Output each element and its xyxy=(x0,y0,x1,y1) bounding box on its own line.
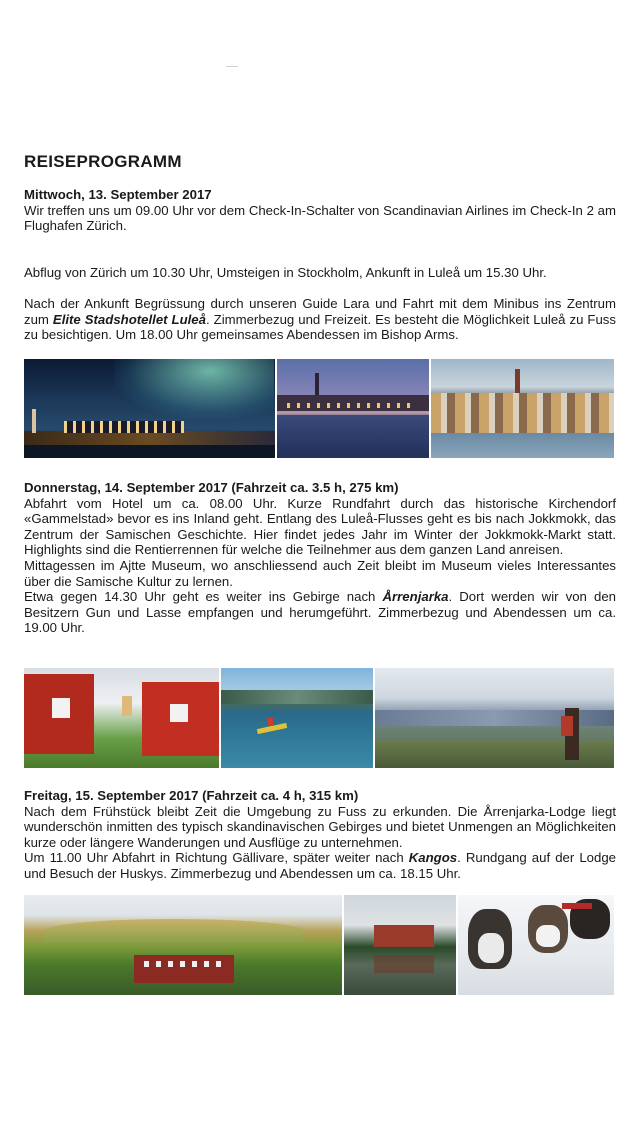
text-segment: Nach der Ankunft Begrüssung durch unseren Guide Lara und Fahrt mit dem Minibus ins Zentrum zum xyxy=(24,296,616,327)
hotel-name: Elite Stadshotellet Luleå xyxy=(52,311,206,327)
day-paragraph xyxy=(24,296,616,343)
day-thursday xyxy=(24,480,616,636)
photo-kayak-lake xyxy=(221,668,373,768)
page-heading: REISEPROGRAMM xyxy=(24,152,182,171)
text-segment: . Zimmerbezug und Freizeit. Es besteht die Möglichkeit Luleå zu Fuss zu besichtigen. Um 18.00 Uhr gemeinsames Abendessen im Bishop Arms. xyxy=(24,311,616,343)
photo-lodge-fell xyxy=(24,895,342,995)
photo-red-cottages xyxy=(24,668,219,768)
day-title: Donnerstag, 14. September 2017 (Fahrzeit ca. 3.5 h, 275 km) xyxy=(24,480,399,495)
day-wednesday xyxy=(24,187,616,343)
day-paragraph: Mittagessen im Ajtte Museum, wo anschliessend auch Zeit bleibt im Museum vieles Interessantes über die Samische Kultur zu lernen. xyxy=(24,557,616,589)
day-title: Mittwoch, 13. September 2017 xyxy=(24,187,212,202)
text-segment: . Dort werden wir von den Besitzern Gun und Lasse empfangen und herumgeführt. Zimmerbezug und Abendessen um ca. 19.00 Uhr. xyxy=(24,589,616,636)
top-mark xyxy=(226,66,238,67)
photo-hiker-mountains xyxy=(375,668,614,768)
photo-aurora-skyline xyxy=(24,359,275,458)
day-paragraph: Abfahrt vom Hotel um ca. 08.00 Uhr. Kurze Rundfahrt durch das historische Kirchendorf «Gammelstad» bevor es ins Inland geht. Entlang des Luleå-Flusses geht es bis nach Jokkmokk, das Zentrum der Samischen Geschichte. Hier findet jedes Jahr im Winter der Jokkmokk-Markt statt. Highlights sind die Rentierrennen für welche die Teilnehmer aus dem ganzen Land anreisen. xyxy=(24,495,616,558)
day-title: Freitag, 15. September 2017 (Fahrzeit ca. 4 h, 315 km) xyxy=(24,788,359,803)
photo-strip-kangos xyxy=(24,895,614,995)
photo-huskies xyxy=(458,895,614,995)
photo-lodge-reflection xyxy=(344,895,456,995)
day-paragraph: Abflug von Zürich um 10.30 Uhr, Umsteigen in Stockholm, Ankunft in Luleå um 15.30 Uhr. xyxy=(24,264,547,280)
photo-strip-lulea xyxy=(24,359,614,458)
day-paragraph: Nach dem Frühstück bleibt Zeit die Umgebung zu Fuss zu erkunden. Die Årrenjarka-Lodge liegt wunderschön inmitten des typisch skandinavischen Gebirges und bietet Unmengen an Möglichkeiten kurze oder längere Wanderungen und Ausflüge zu unternehmen. xyxy=(24,803,616,850)
photo-cathedral-waterfront xyxy=(277,359,429,458)
text-segment: Um 11.00 Uhr Abfahrt in Richtung Gällivare, später weiter nach xyxy=(24,850,409,866)
day-paragraph xyxy=(24,589,616,636)
photo-city-aerial xyxy=(431,359,614,458)
text-segment: . Rundgang auf der Lodge und Besuch der Huskys. Zimmerbezug und Abendessen um ca. 18.15 Uhr. xyxy=(24,850,616,881)
photo-strip-gammelstad xyxy=(24,668,614,768)
place-name: Kangos xyxy=(408,850,458,866)
place-name: Årrenjarka xyxy=(382,589,449,605)
day-paragraph: Wir treffen uns um 09.00 Uhr vor dem Check-In-Schalter von Scandinavian Airlines im Check-In 2 am Flughafen Zürich. xyxy=(24,202,616,234)
day-friday xyxy=(24,788,616,882)
text-segment: Etwa gegen 14.30 Uhr geht es weiter ins Gebirge nach xyxy=(24,589,383,605)
day-paragraph xyxy=(24,850,616,881)
